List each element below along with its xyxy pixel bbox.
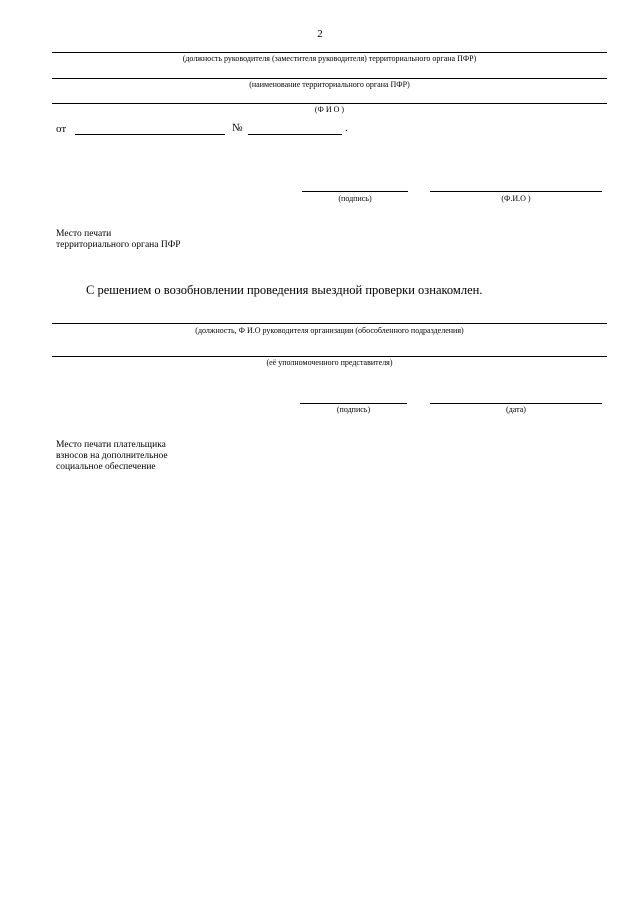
fio-signature-line-1 <box>430 191 602 192</box>
org-name-line <box>52 78 607 79</box>
page-number: 2 <box>317 28 323 40</box>
position-caption: (должность руководителя (заместителя руководителя) территориального органа ПФР) <box>182 54 477 63</box>
fio-line <box>52 103 607 104</box>
trailing-dot: . <box>345 122 348 134</box>
from-label: от <box>56 123 67 135</box>
date-caption: (дата) <box>506 405 526 414</box>
signature-line-2 <box>300 403 407 404</box>
acknowledgement-text: С решением о возобновлении проведения выездной проверки ознакомлен. <box>86 283 483 297</box>
date-blank-line <box>75 134 225 135</box>
signature-line-1 <box>302 191 408 192</box>
representative-line <box>52 356 607 357</box>
fio-signature-caption-1: (Ф.И.О ) <box>501 194 531 203</box>
stamp-2-line-2: взносов на дополнительное <box>56 451 168 461</box>
date-line <box>430 403 602 404</box>
stamp-1-line-1: Место печати <box>56 229 112 239</box>
representative-caption: (её уполномоченного представителя) <box>266 358 393 367</box>
position-line <box>52 52 607 53</box>
number-label: № <box>232 122 243 134</box>
stamp-2-line-1: Место печати плательщика <box>56 440 166 450</box>
signature-caption-2: (подпись) <box>336 405 371 414</box>
fio-caption: (Ф И О ) <box>314 105 345 114</box>
number-blank-line <box>248 134 342 135</box>
head-caption: (должность, Ф И.О руководителя организации (обособленного подразделения) <box>195 326 464 335</box>
stamp-1-line-2: территориального органа ПФР <box>56 240 181 250</box>
signature-caption-1: (подпись) <box>338 194 372 203</box>
head-line <box>52 323 607 324</box>
stamp-2-line-3: социальное обеспечение <box>56 462 156 472</box>
org-name-caption: (наименование территориального органа ПФР) <box>249 80 410 89</box>
